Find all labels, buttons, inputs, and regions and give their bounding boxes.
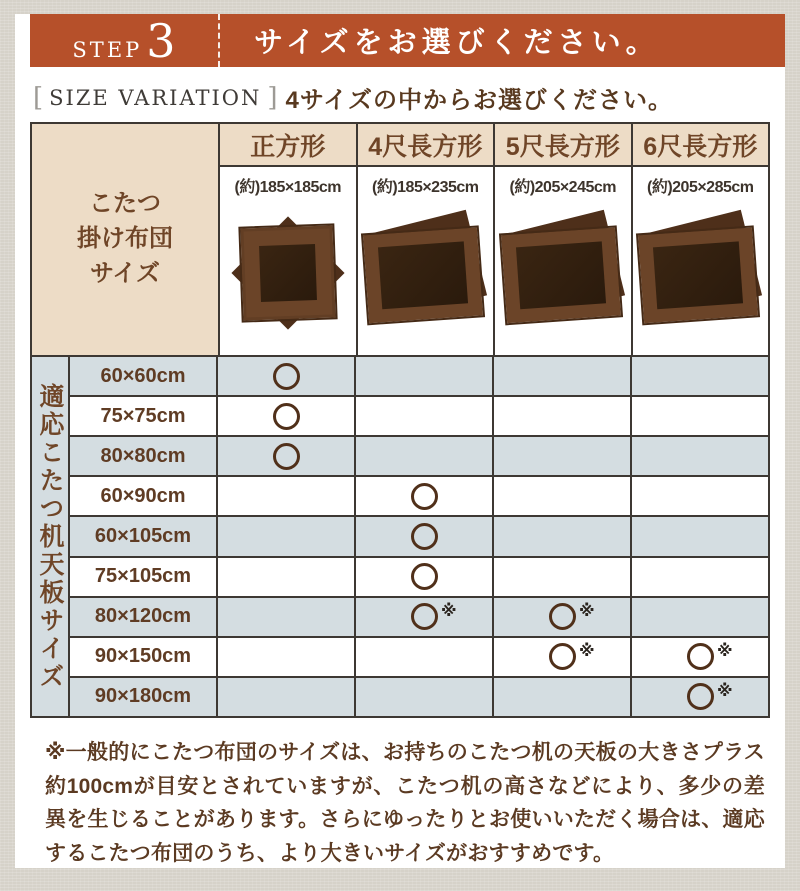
column-size-text: (約)185×235cm (371, 179, 479, 196)
compatibility-cell-empty (218, 638, 356, 676)
compatibility-cell-marked (494, 638, 632, 676)
desk-size-value: 80×80cm (70, 437, 218, 475)
column-header: 4尺長方形 (358, 124, 494, 167)
table-row (70, 598, 768, 638)
futon-center (378, 241, 468, 309)
step-header-bar (30, 14, 785, 67)
desk-size-value: 60×105cm (70, 517, 218, 555)
reference-mark-icon: ※ (579, 642, 595, 660)
compatibility-cell-marked (218, 357, 356, 395)
futon-center (653, 241, 743, 309)
table-row (70, 517, 768, 557)
close-bracket: ] (267, 82, 278, 113)
column-header: 6尺長方形 (633, 124, 769, 167)
compatibility-cell-empty (356, 638, 494, 676)
size-variation-row (33, 80, 673, 115)
desk-size-value: 60×60cm (70, 357, 218, 395)
compatibility-cell-empty (218, 678, 356, 716)
column-size-text: (約)205×245cm (509, 179, 617, 196)
compatibility-cell-marked (356, 558, 494, 596)
column-header: 正方形 (220, 124, 356, 167)
compatibility-cell-empty (632, 558, 768, 596)
compatibility-cell-marked (494, 598, 632, 636)
compatibility-cell-marked (356, 517, 494, 555)
compatibility-cell-empty (494, 558, 632, 596)
reference-mark-icon: ※ (717, 642, 733, 660)
table-row (70, 638, 768, 678)
desk-size-value: 80×120cm (70, 598, 218, 636)
compatibility-cell-empty (494, 477, 632, 515)
compatibility-cell-empty (356, 678, 494, 716)
compatible-circle-icon (411, 523, 438, 550)
column-header: 5尺長方形 (495, 124, 631, 167)
column-body (220, 167, 356, 355)
compatibility-cell-empty (632, 357, 768, 395)
compatibility-cell-empty (494, 397, 632, 435)
reference-mark-icon: ※ (579, 602, 595, 620)
column-body (358, 167, 494, 355)
compatible-circle-icon (273, 363, 300, 390)
compatibility-cell-empty (218, 598, 356, 636)
step-title: サイズをお選びください。 (254, 27, 660, 59)
compatibility-cell-empty (494, 437, 632, 475)
futon-top-layer (240, 225, 335, 320)
footnote-text: ※一般的にこたつ布団のサイズは、お持ちのこたつ机の天板の大きさプラス約100cmが目安とされていますが、こたつ机の高さなどにより、多少の差異を生じることがあります。さらにゆったりとお使いいただく場合は、適応するこたつ布団のうち、より大きいサイズがおすすめです。 (45, 741, 765, 865)
table-row (70, 397, 768, 437)
table-row (70, 357, 768, 397)
compatibility-cell-empty (632, 437, 768, 475)
product-column-2 (358, 124, 496, 355)
compatibility-cell-empty (218, 558, 356, 596)
size-variation-text: 4サイズの中からお選びください。 (285, 87, 673, 114)
desk-size-rows (70, 357, 768, 716)
compatibility-cell-empty (632, 598, 768, 636)
compatibility-cell-marked (632, 678, 768, 716)
step-number: 3 (146, 13, 176, 68)
table-row (70, 437, 768, 477)
compatible-circle-icon (687, 683, 714, 710)
open-bracket: [ (33, 82, 44, 113)
compatibility-cell-empty (494, 357, 632, 395)
column-body (495, 167, 631, 355)
step-number-block (30, 13, 218, 68)
compatibility-cell-empty (632, 477, 768, 515)
compatible-circle-icon (273, 403, 300, 430)
compatibility-cell-empty (632, 517, 768, 555)
compatibility-cell-empty (218, 517, 356, 555)
compatible-circle-icon (411, 603, 438, 630)
desk-size-value: 90×150cm (70, 638, 218, 676)
compatibility-cell-empty (356, 357, 494, 395)
futon-top-layer (501, 227, 621, 323)
compatible-circle-icon (273, 443, 300, 470)
compatible-circle-icon (687, 643, 714, 670)
futon-size-header-cell (32, 124, 220, 355)
compatible-circle-icon (411, 563, 438, 590)
compatible-circle-icon (549, 603, 576, 630)
desk-size-value: 90×180cm (70, 678, 218, 716)
product-column-4 (633, 124, 769, 355)
futon-top-layer (638, 227, 758, 323)
futon-center (516, 241, 606, 309)
rect-futon-image (637, 219, 763, 327)
compatible-circle-icon (549, 643, 576, 670)
compatibility-cell-empty (356, 437, 494, 475)
desk-size-value: 75×105cm (70, 558, 218, 596)
compatibility-cell-marked (218, 397, 356, 435)
product-columns (220, 124, 768, 355)
compatibility-cell-empty (494, 517, 632, 555)
size-variation-tag: SIZE VARIATION (49, 85, 262, 110)
square-futon-image (228, 213, 348, 333)
compatible-circle-icon (411, 483, 438, 510)
compatibility-cell-empty (218, 477, 356, 515)
compatibility-cell-marked (632, 638, 768, 676)
table-bottom-section (32, 357, 768, 716)
column-size-text: (約)185×185cm (234, 179, 342, 196)
rect-futon-image (362, 219, 488, 327)
compatibility-cell-marked (218, 437, 356, 475)
product-column-1 (220, 124, 358, 355)
size-compatibility-table (30, 122, 770, 718)
rect-futon-image (500, 219, 626, 327)
futon-size-label: こたつ 掛け布団 サイズ (77, 190, 173, 287)
column-body (633, 167, 769, 355)
dashed-divider (218, 14, 220, 67)
table-row (70, 477, 768, 517)
table-row (70, 678, 768, 716)
column-size-text: (約)205×285cm (646, 179, 754, 196)
desk-size-value: 60×90cm (70, 477, 218, 515)
table-row (70, 558, 768, 598)
step-word: STEP (72, 37, 143, 62)
compatibility-cell-empty (356, 397, 494, 435)
product-column-3 (495, 124, 633, 355)
compatibility-cell-empty (494, 678, 632, 716)
desk-size-label: 適応こたつ机天板サイズ (36, 382, 64, 691)
futon-top-layer (363, 227, 483, 323)
reference-mark-icon: ※ (717, 682, 733, 700)
futon-center (259, 244, 317, 302)
compatibility-cell-marked (356, 598, 494, 636)
compatibility-cell-marked (356, 477, 494, 515)
compatibility-cell-empty (632, 397, 768, 435)
desk-size-value: 75×75cm (70, 397, 218, 435)
reference-mark-icon: ※ (441, 602, 457, 620)
desk-size-header-cell (32, 357, 70, 716)
table-top-section (32, 124, 768, 357)
